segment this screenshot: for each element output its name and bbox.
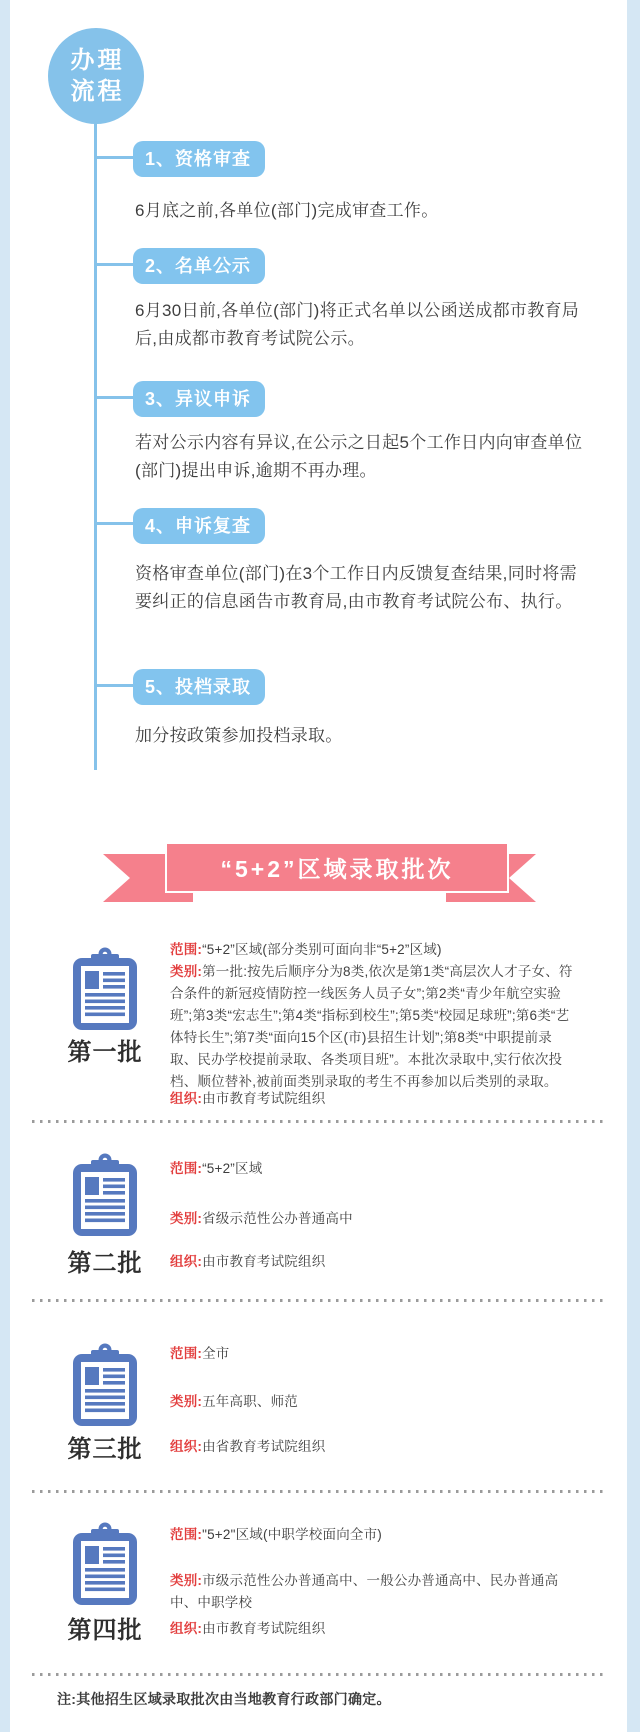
clipboard-icon bbox=[65, 1342, 145, 1428]
batch4-org-value: 由市教育考试院组织 bbox=[202, 1621, 326, 1636]
batch4-org bbox=[170, 1618, 576, 1640]
batch2-org bbox=[170, 1251, 576, 1273]
batch4-scope bbox=[170, 1524, 576, 1546]
step-badge-2: 2、名单公示 bbox=[133, 248, 265, 284]
timeline-connector-1 bbox=[96, 156, 136, 159]
batch3-org bbox=[170, 1436, 576, 1458]
category-label: 类别: bbox=[170, 1394, 203, 1409]
batch1-category bbox=[170, 961, 576, 1093]
step-badge-5: 5、投档录取 bbox=[133, 669, 265, 705]
dotted-divider-1 bbox=[32, 1120, 605, 1123]
org-label: 组织: bbox=[170, 1621, 203, 1636]
ribbon-title: “5+2”区域录取批次 bbox=[220, 856, 454, 882]
batch4-category bbox=[170, 1570, 576, 1614]
step-badge-1: 1、资格审查 bbox=[133, 141, 265, 177]
step-badge-4: 4、申诉复查 bbox=[133, 508, 265, 544]
batch3-category bbox=[170, 1391, 576, 1413]
batch-label-3: 第三批 bbox=[67, 1436, 143, 1463]
batch-label-4: 第四批 bbox=[67, 1617, 143, 1644]
flow-title-line1: 办理 bbox=[70, 47, 125, 74]
batch2-category bbox=[170, 1208, 576, 1230]
timeline-connector-4 bbox=[96, 522, 136, 525]
batch4-category-value: 市级示范性公办普通高中、一般公办普通高中、民办普通高中、中职学校 bbox=[170, 1573, 559, 1610]
timeline-connector-3 bbox=[96, 396, 136, 399]
clipboard-icon bbox=[65, 1521, 145, 1607]
scope-label: 范围: bbox=[170, 1161, 203, 1176]
batch1-org bbox=[170, 1088, 576, 1110]
batch2-category-value: 省级示范性公办普通高中 bbox=[202, 1211, 353, 1226]
dotted-divider-3 bbox=[32, 1490, 605, 1493]
footer-note-text: 注:其他招生区域录取批次由当地教育行政部门确定。 bbox=[57, 1691, 391, 1707]
flow-title-line2: 流程 bbox=[70, 78, 125, 105]
batch1-category-value: 第一批:按先后顺序分为8类,依次是第1类“高层次人才子女、符合条件的新冠疫情防控一线医务人员子女”;第2类“青少年航空实验班”;第3类“宏志生”;第4类“指标到校生”;第5类“校园足球班”;第6类“艺体特长生”;第7类“面向15个区(市)县招生计划”;第8类“中职提前录取、民办学校提前录取、各类项目班”。本批次录取中,实行依次投档、顺位替补,被前面类别录取的考生不再参加以后类别的录取。 bbox=[170, 964, 573, 1089]
batch3-scope bbox=[170, 1343, 576, 1365]
category-label: 类别: bbox=[170, 1573, 203, 1588]
batch2-scope-value: “5+2”区域 bbox=[202, 1161, 263, 1176]
batch-label-2: 第二批 bbox=[67, 1250, 143, 1277]
batch3-org-value: 由省教育考试院组织 bbox=[202, 1439, 326, 1454]
org-label: 组织: bbox=[170, 1091, 203, 1106]
content-card bbox=[10, 0, 627, 1732]
scope-label: 范围: bbox=[170, 1527, 203, 1542]
batch-label-1: 第一批 bbox=[67, 1039, 143, 1066]
batch2-scope bbox=[170, 1158, 576, 1180]
batch4-scope-value: "5+2"区域(中职学校面向全市) bbox=[202, 1527, 382, 1542]
category-label: 类别: bbox=[170, 1211, 203, 1226]
step-text-2: 6月30日前,各单位(部门)将正式名单以公函送成都市教育局后,由成都市教育考试院公示。 bbox=[135, 301, 580, 348]
step-text-4: 资格审查单位(部门)在3个工作日内反馈复查结果,同时将需要纠正的信息函告市教育局,由市教育考试院公布、执行。 bbox=[135, 564, 577, 611]
ribbon-banner bbox=[165, 842, 509, 893]
scope-label: 范围: bbox=[170, 1346, 203, 1361]
dotted-divider-2 bbox=[32, 1299, 605, 1302]
batch1-scope bbox=[170, 939, 576, 961]
batch3-category-value: 五年高职、师范 bbox=[202, 1394, 299, 1409]
step-text-5: 加分按政策参加投档录取。 bbox=[135, 726, 343, 745]
footer-note bbox=[57, 1689, 391, 1709]
flow-title-circle bbox=[48, 28, 144, 124]
batch3-scope-value: 全市 bbox=[202, 1346, 230, 1361]
category-label: 类别: bbox=[170, 964, 203, 979]
clipboard-icon bbox=[65, 946, 145, 1032]
batch1-org-value: 由市教育考试院组织 bbox=[202, 1091, 326, 1106]
timeline-line bbox=[94, 122, 97, 770]
batch1-scope-value: “5+2”区域(部分类别可面向非“5+2”区域) bbox=[202, 942, 442, 957]
timeline-connector-2 bbox=[96, 263, 136, 266]
org-label: 组织: bbox=[170, 1254, 203, 1269]
step-badge-3: 3、异议申诉 bbox=[133, 381, 265, 417]
step-text-1: 6月底之前,各单位(部门)完成审查工作。 bbox=[135, 201, 439, 220]
batch2-org-value: 由市教育考试院组织 bbox=[202, 1254, 326, 1269]
scope-label: 范围: bbox=[170, 942, 203, 957]
clipboard-icon bbox=[65, 1152, 145, 1238]
timeline-connector-5 bbox=[96, 684, 136, 687]
dotted-divider-4 bbox=[32, 1673, 605, 1676]
org-label: 组织: bbox=[170, 1439, 203, 1454]
step-text-3: 若对公示内容有异议,在公示之日起5个工作日内向审查单位(部门)提出申诉,逾期不再办理。 bbox=[135, 433, 583, 480]
